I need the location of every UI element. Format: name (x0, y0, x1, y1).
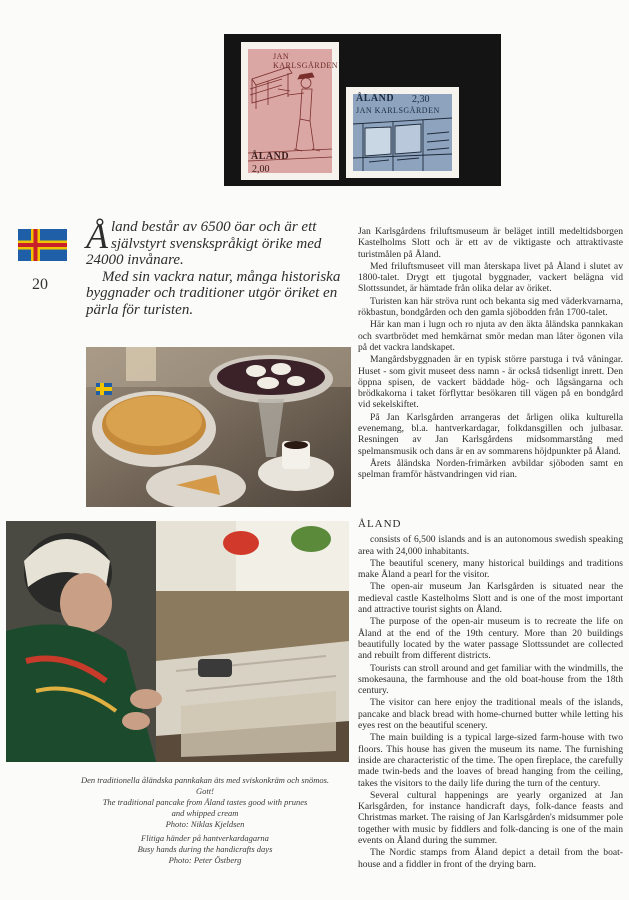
caption-line: Busy hands during the handicrafts days (137, 844, 273, 854)
paragraph: Tourists can stroll around and get familiar with the windmills, the smokesauna, the farmhouse and the old boat-house from the 18th century. (358, 662, 623, 697)
pancake-photo (86, 347, 351, 507)
paragraph: Mangårdsbyggnaden är en typisk större parstuga i två våningar. Huset - som givit museet dess namn - är också tidsenligt inrett. Den öppna spisen, de vackert bäddade hög- och lågsängarna och brödkakorna i taket förflyttar besökaren till vägen på en bondgård vid sekelskiftet. (358, 354, 623, 411)
stamp-boathouse (348, 89, 457, 176)
caption-line: The traditional pancake from Åland tastes good with prunes (102, 797, 308, 807)
stamp-value: 2,00 (252, 164, 270, 175)
intro-text (86, 216, 356, 318)
paragraph: The open-air museum Jan Karlsgården is situated near the medieval castle Kastelholms Slott and is one of the most important and attractive tourist sights on Åland. (358, 581, 623, 616)
caption-pancake (60, 775, 350, 830)
paragraph: Several cultural happenings are yearly organized at Jan Karlsgården, for instance handicraft days, folk-dance feasts and Christmas market. The raising of Jan Karlsgården's midsummer pole together with music by fiddlers and folk-dancing is one of the main events on Åland during the summer. (358, 789, 623, 847)
caption-photo-credit: Photo: Niklas Kjeldsen (165, 819, 245, 829)
paragraph: På Jan Karlsgården arrangeras det årligen olika kulturella evenemang, bl.a. hantverkardagar, folkdansgillen och julbasar. Resningen av Jan Karlsgårdens midsommarstång med spelmansmusik och dans är en av sommarens höjdpunkter på Åland. (358, 411, 623, 457)
paragraph: The main building is a typical large-sized farm-house with two floors. This house has given the museum its name. The furnishing inside are characteristic of the time. The open fireplace, the carefully made twin-beds and the loaves of bread hanging from the ceiling, takes the visitors to the daily life during the turn of the century. (358, 732, 623, 789)
caption-line: and whipped cream (171, 808, 239, 818)
english-heading: ÅLAND (358, 518, 402, 530)
stamp-title: JAN KARLSGÅRDEN (273, 52, 339, 70)
caption-photo-credit: Photo: Peter Östberg (168, 855, 242, 865)
caption-line: Gott! (196, 786, 214, 796)
intro-second-paragraph: Med sin vackra natur, många historiska byggnader och traditioner utgör öriket en pärla för turisten. (86, 268, 341, 318)
paragraph: Med friluftsmuseet vill man återskapa livet på Åland i slutet av 1800-talet. Drygt ett tjugotal byggnader, vackert belägna vid Slottssundet, är hämtade från olika delar av öriket. (358, 260, 623, 295)
english-text-column (358, 519, 623, 871)
aland-flag-icon (18, 229, 67, 261)
paragraph: The visitor can here enjoy the traditional meals of the islands, pancake and black bread with home-churned butter while letting his eyes rest on the beautiful scenery. (358, 697, 623, 732)
paragraph: The beautiful scenery, many historical buildings and traditions make Åland a pearl for the visitor. (358, 557, 623, 581)
stamp-value: 2,30 (412, 94, 430, 105)
stamp-country: ÅLAND (251, 151, 290, 162)
caption-line: Flitiga händer på hantverkardagarna (141, 833, 269, 843)
handicraft-photo (6, 521, 349, 762)
stamp-country: ÅLAND (356, 93, 395, 104)
paragraph: The Nordic stamps from Åland depict a detail from the boat-house and a fiddler in front of the drying barn. (358, 847, 623, 870)
stamp-title: JAN KARLSGÅRDEN (356, 106, 440, 115)
drop-cap: Å (86, 216, 108, 256)
caption-handicraft (60, 833, 350, 866)
paragraph: Här kan man i lugn och ro njuta av den äkta åländska pannkakan och svartbrödet med hemkärnat smör medan man låter ögonen vila på det vackra landskapet. (358, 319, 623, 353)
paragraph: Jan Karlsgårdens friluftsmuseum är beläget intill medeltidsborgen Kastelholms Slott och är ett av de viktigaste och attraktivaste turistmålen på Åland. (358, 226, 623, 260)
page-number: 20 (32, 276, 48, 293)
stamp-panel (224, 34, 501, 186)
stamp-fiddler (243, 44, 337, 178)
swedish-text-column (358, 226, 623, 482)
paragraph: Turisten kan här ströva runt och bekanta sig med väderkvarnarna, rökbastun, bondgården och den gamla sjöbodden från 1700-talet. (358, 295, 623, 319)
paragraph: consists of 6,500 islands and is an autonomous swedish speaking area with 24,000 inhabitants. (358, 534, 623, 557)
paragraph: Årets åländska Norden-frimärken avbildar sjöboden samt en spelman framför hästvandringen vid rian. (358, 457, 623, 481)
intro-first-paragraph: land består av 6500 öar och är ett självstyrt svenskspråkigt örike med 24000 invånare. (86, 219, 322, 268)
paragraph: The purpose of the open-air museum is to recreate the life on Åland at the end of the 19th century. More than 20 buildings beautifully located by the water passage Slottssundet are collected and rebuilt from different districts. (358, 616, 623, 662)
caption-line: Den traditionella åländska pannkakan äts med sviskonkräm och snömos. (80, 775, 330, 785)
